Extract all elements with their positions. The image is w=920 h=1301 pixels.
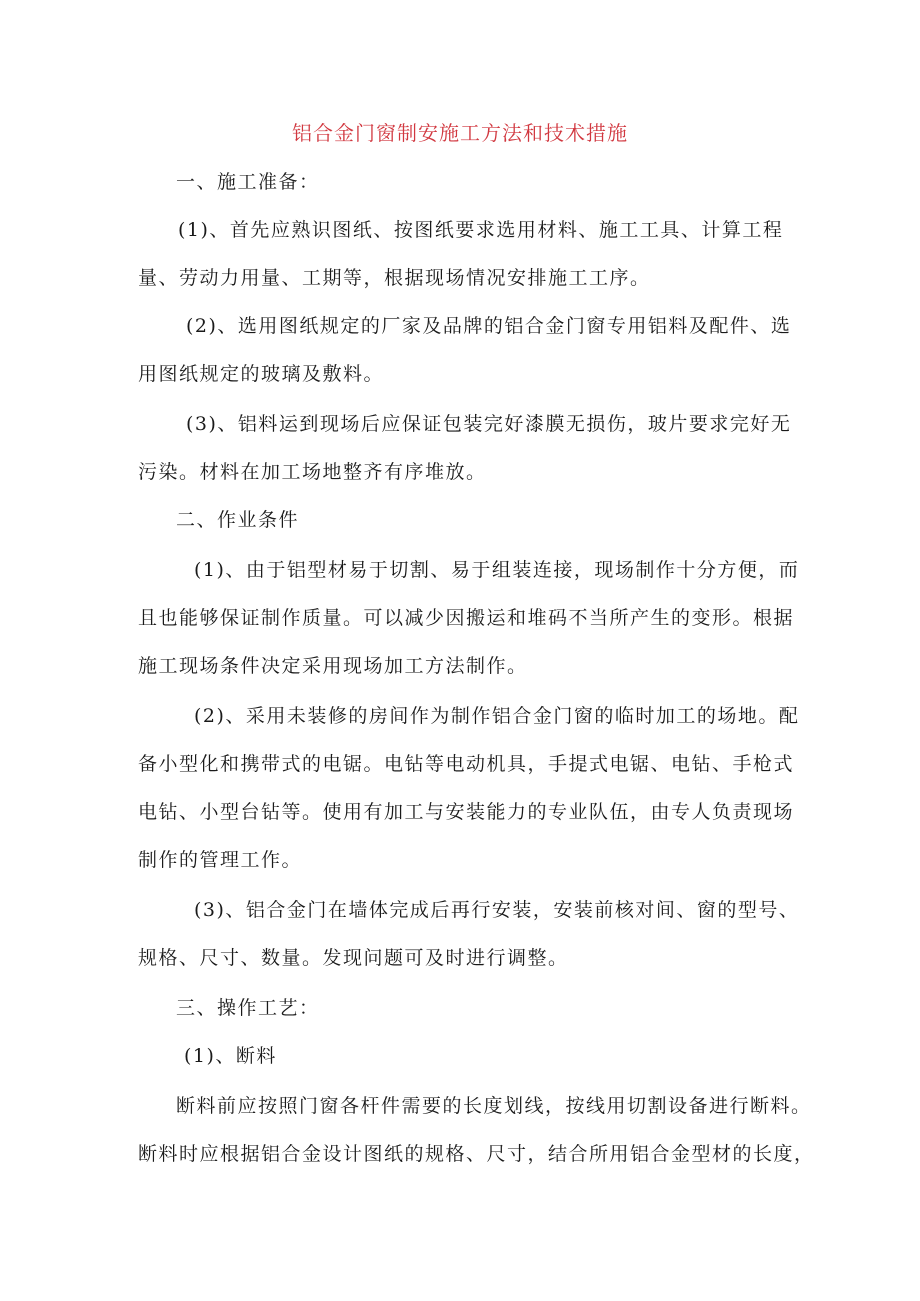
- paragraph-line: 污染。材料在加工场地整齐有序堆放。: [138, 461, 487, 483]
- paragraph-line: 规格、尺寸、数量。发现问题可及时进行调整。: [138, 947, 569, 969]
- section-heading-process: 三、操作工艺：: [176, 997, 320, 1019]
- paragraph-line: 制作的管理工作。: [138, 849, 303, 871]
- paragraph-line: 断料前应按照门窗各杆件需要的长度划线，按线用切割设备进行断料。: [176, 1095, 812, 1117]
- paragraph-line: (2)、采用未装修的房间作为制作铝合金门窗的临时加工的场地。配: [194, 705, 800, 727]
- paragraph-line: 且也能够保证制作质量。可以减少因搬运和堆码不当所产生的变形。根据: [138, 607, 795, 629]
- subsection-heading-cutting: (1)、断料: [184, 1045, 277, 1067]
- paragraph-line: (3)、铝合金门在墙体完成后再行安装，安装前核对间、窗的型号、: [194, 899, 800, 921]
- document-title: 铝合金门窗制安施工方法和技术措施: [292, 121, 628, 145]
- paragraph-line: (1)、由于铝型材易于切割、易于组装连接，现场制作十分方便，而: [194, 559, 800, 581]
- paragraph-line: 电钻、小型台钻等。使用有加工与安装能力的专业队伍，由专人负责现场: [138, 801, 795, 823]
- paragraph-line: (3)、铝料运到现场后应保证包装完好漆膜无损伤，玻片要求完好无: [186, 413, 792, 435]
- section-heading-preparation: 一、施工准备：: [176, 171, 320, 193]
- paragraph-line: (1)、首先应熟识图纸、按图纸要求选用材料、施工工具、计算工程: [178, 219, 784, 241]
- paragraph-line: 施工现场条件决定采用现场加工方法制作。: [138, 655, 528, 677]
- paragraph-line: 用图纸规定的玻璃及敷料。: [138, 363, 385, 385]
- paragraph-line: 量、劳动力用量、工期等，根据现场情况安排施工工序。: [138, 267, 651, 289]
- paragraph-line: 备小型化和携带式的电锯。电钻等电动机具，手提式电锯、电钻、手枪式: [138, 753, 795, 775]
- paragraph-line: (2)、选用图纸规定的厂家及品牌的铝合金门窗专用铝料及配件、选: [186, 315, 792, 337]
- paragraph-line: 断料时应根据铝合金设计图纸的规格、尺寸，结合所用铝合金型材的长度，: [138, 1143, 815, 1165]
- section-heading-conditions: 二、作业条件: [176, 509, 300, 531]
